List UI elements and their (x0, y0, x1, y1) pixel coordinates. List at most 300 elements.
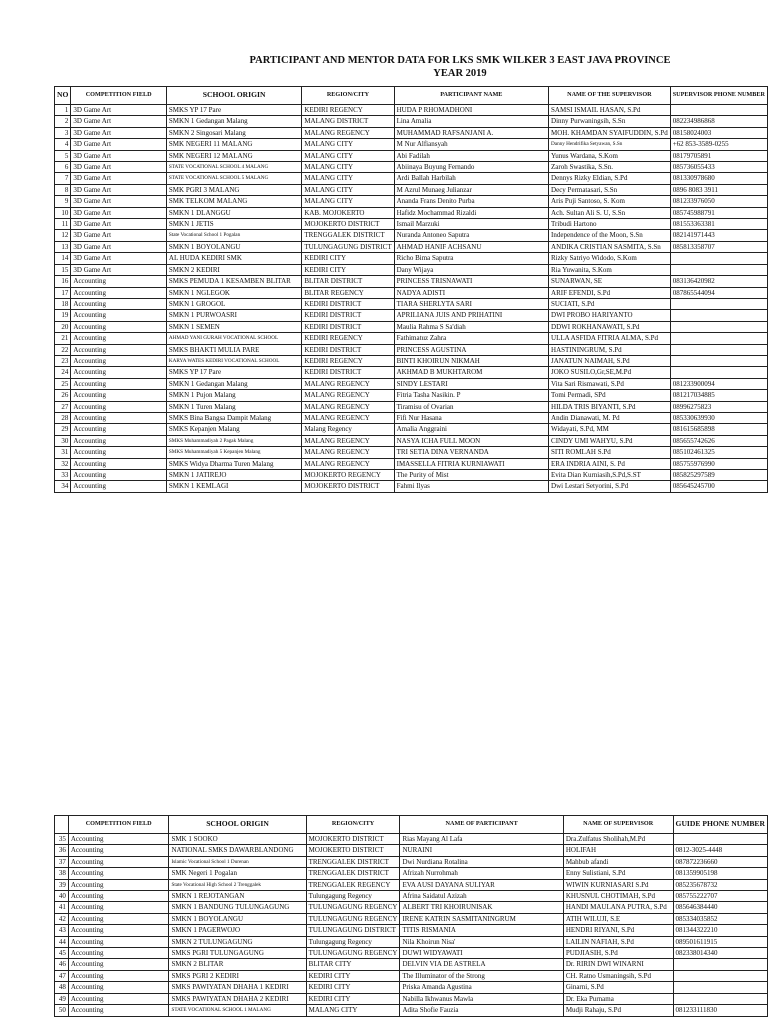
cell-region-city: KEDIRI DISTRICT (302, 310, 394, 321)
cell-region-city: BLITAR CITY (306, 959, 400, 970)
cell-no: 2 (55, 116, 71, 127)
participants-table-2 (54, 815, 768, 1017)
cell-no: 23 (55, 355, 71, 366)
header-school-origin: SCHOOL ORIGIN (169, 816, 306, 834)
cell-school-origin: SMK TELKOM MALANG (166, 196, 301, 207)
cell-competition-field: Accounting (71, 355, 167, 366)
title-line-1: PARTICIPANT AND MENTOR DATA FOR LKS SMK WILKER 3 EAST JAVA PROVINCE (249, 55, 671, 66)
cell-phone (670, 367, 767, 378)
cell-no: 18 (55, 298, 71, 309)
table-row (55, 879, 768, 890)
cell-phone: 085334035852 (673, 913, 767, 924)
table-row (55, 321, 768, 332)
cell-competition-field: Accounting (71, 424, 167, 435)
cell-participant-name: NADYA ADISTI (394, 287, 548, 298)
cell-phone (673, 982, 767, 993)
cell-no: 15 (55, 264, 71, 275)
cell-region-city: MOJOKERTO DISTRICT (306, 834, 400, 845)
cell-participant-name: The Illuminator of the Strong (400, 970, 563, 981)
cell-no: 28 (55, 412, 71, 423)
cell-phone: 085755222707 (673, 891, 767, 902)
header-supervisor-name: NAME OF SUPERVISOR (563, 816, 673, 834)
table-row (55, 412, 768, 423)
cell-participant-name: MUHAMMAD RAFSANJANI A. (394, 127, 548, 138)
cell-school-origin: SMKN 1 SEMEN (166, 321, 301, 332)
cell-phone: 089501611915 (673, 936, 767, 947)
cell-region-city: MALANG REGENCY (302, 378, 394, 389)
cell-school-origin: SMK NEGERI 11 MALANG (166, 139, 301, 150)
cell-participant-name: Hafidz Mochammad Rizaldi (394, 207, 548, 218)
cell-participant-name: Afrina Saidatul Azizah (400, 891, 563, 902)
cell-supervisor-name: LAILIN NAFIAH, S.Pd (563, 936, 673, 947)
cell-supervisor-name: Widayati, S.Pd, MM (549, 424, 671, 435)
cell-no: 32 (55, 458, 71, 469)
cell-school-origin: SMK NEGERI 12 MALANG (166, 150, 301, 161)
table-row (55, 196, 768, 207)
cell-region-city: KEDIRI CITY (306, 993, 400, 1004)
cell-region-city: KEDIRI REGENCY (302, 333, 394, 344)
cell-supervisor-name: Ginarni, S.Pd (563, 982, 673, 993)
cell-participant-name: Dwi Nurdiana Rotalina (400, 856, 563, 867)
cell-participant-name: Fifi Nur Hasana (394, 412, 548, 423)
table-row (55, 162, 768, 173)
cell-participant-name: Abi Fadilah (394, 150, 548, 161)
header-competition-field: COMPETITION FIELD (68, 816, 169, 834)
cell-region-city: KEDIRI CITY (306, 970, 400, 981)
cell-school-origin: Islamic Vocational School 1 Durenan (169, 856, 306, 867)
cell-school-origin: AL HUDA KEDIRI SMK (166, 253, 301, 264)
table-row (55, 287, 768, 298)
cell-no: 31 (55, 447, 71, 458)
cell-supervisor-name: SUNARWAN, SE (549, 276, 671, 287)
cell-phone: 085646384440 (673, 902, 767, 913)
cell-supervisor-name: Dra.Zulfatus Sholihah,M.Pd (563, 834, 673, 845)
table-row (55, 470, 768, 481)
cell-competition-field: Accounting (68, 834, 169, 845)
cell-phone (673, 993, 767, 1004)
cell-participant-name: M Azrul Munaeg Julianzar (394, 184, 548, 195)
cell-competition-field: 3D Game Art (71, 184, 167, 195)
header-participant-name: PARTICIPANT NAME (394, 87, 548, 105)
cell-phone: 0896 8083 3911 (670, 184, 767, 195)
table-row (55, 959, 768, 970)
cell-no: 48 (55, 982, 69, 993)
cell-phone: 085330639930 (670, 412, 767, 423)
cell-phone: 081359905198 (673, 868, 767, 879)
cell-competition-field: Accounting (71, 390, 167, 401)
cell-school-origin: SMKN 1 BOYOLANGU (169, 913, 306, 924)
table-row (55, 458, 768, 469)
cell-competition-field: Accounting (71, 470, 167, 481)
cell-school-origin: SMKS PGRI TULUNGAGUNG (169, 948, 306, 959)
cell-phone: 085745988791 (670, 207, 767, 218)
cell-school-origin: NATIONAL SMKS DAWARBLANDONG (169, 845, 306, 856)
cell-participant-name: TIARA SHERLYTA SARI (394, 298, 548, 309)
cell-supervisor-name: Independence of the Moon, S.Sn (549, 230, 671, 241)
cell-competition-field: Accounting (71, 458, 167, 469)
cell-phone (670, 253, 767, 264)
cell-no: 24 (55, 367, 71, 378)
cell-participant-name: Ismail Marzuki (394, 219, 548, 230)
cell-participant-name: AHMAD HANIF ACHSANU (394, 241, 548, 252)
cell-participant-name: Abiinaya Buyung Fernando (394, 162, 548, 173)
cell-region-city: TRENGGALEK DISTRICT (302, 230, 394, 241)
cell-school-origin: SMKN 1 BANDUNG TULUNGAGUNG (169, 902, 306, 913)
cell-region-city: MALANG REGENCY (302, 412, 394, 423)
cell-phone: +62 853-3589-0255 (670, 139, 767, 150)
cell-supervisor-name: Evita Dian Kurniasih,S.Pd,S.ST (549, 470, 671, 481)
cell-competition-field: Accounting (68, 913, 169, 924)
cell-phone: 085825297589 (670, 470, 767, 481)
cell-participant-name: IRENE KATRIN SASMITANINGRUM (400, 913, 563, 924)
cell-no: 22 (55, 344, 71, 355)
table-row (55, 276, 768, 287)
cell-phone: 081615685898 (670, 424, 767, 435)
cell-participant-name: Rias Mayang Al Lafa (400, 834, 563, 845)
cell-region-city: MALANG CITY (302, 196, 394, 207)
cell-phone (670, 310, 767, 321)
cell-phone: 081330978680 (670, 173, 767, 184)
cell-phone: 085736055433 (670, 162, 767, 173)
cell-phone: 085102461325 (670, 447, 767, 458)
table-row (55, 390, 768, 401)
cell-no: 25 (55, 378, 71, 389)
cell-participant-name: Lina Amalia (394, 116, 548, 127)
cell-supervisor-name: ERA INDRIA AINI, S. Pd (549, 458, 671, 469)
table-row (55, 868, 768, 879)
table-row (55, 310, 768, 321)
document-title (230, 54, 690, 80)
cell-supervisor-name: SITI ROMLAH S.Pd (549, 447, 671, 458)
cell-competition-field: Accounting (71, 333, 167, 344)
cell-supervisor-name: ATIH WILUJI, S.E (563, 913, 673, 924)
cell-supervisor-name: JANATUN NAIMAH, S.Pd (549, 355, 671, 366)
table-row (55, 355, 768, 366)
cell-school-origin: SMKN 1 DLANGGU (166, 207, 301, 218)
header-region-city: REGION/CITY (302, 87, 394, 105)
cell-school-origin: SMKN 1 Turen Malang (166, 401, 301, 412)
cell-region-city: TULUNGAGUNG REGENCY (306, 948, 400, 959)
cell-participant-name: Priska Amanda Agustina (400, 982, 563, 993)
cell-school-origin: SMKN 1 Gedangan Malang (166, 378, 301, 389)
cell-participant-name: Amalia Anggraini (394, 424, 548, 435)
cell-school-origin: SMKS PAWIYATAN DHAHA 1 KEDIRI (169, 982, 306, 993)
cell-participant-name: DELVIN VIA DE ASTRELA (400, 959, 563, 970)
cell-competition-field: Accounting (68, 936, 169, 947)
table-row (55, 902, 768, 913)
table-row (55, 105, 768, 116)
cell-supervisor-name: Rizky Satriyo Widodo, S.Kom (549, 253, 671, 264)
cell-region-city: Tulungagung Regency (306, 891, 400, 902)
cell-school-origin: SMK Negeri 1 Pogalan (169, 868, 306, 879)
cell-region-city: MALANG REGENCY (302, 401, 394, 412)
cell-no: 42 (55, 913, 69, 924)
cell-no: 14 (55, 253, 71, 264)
cell-no: 1 (55, 105, 71, 116)
cell-participant-name: DUWI WIDYAWATI (400, 948, 563, 959)
cell-school-origin: SMKN 1 Pujon Malang (166, 390, 301, 401)
cell-no: 43 (55, 925, 69, 936)
cell-competition-field: 3D Game Art (71, 116, 167, 127)
cell-region-city: MOJOKERTO DISTRICT (302, 481, 394, 492)
cell-competition-field: Accounting (68, 925, 169, 936)
table-row (55, 970, 768, 981)
cell-no: 3 (55, 127, 71, 138)
cell-region-city: MOJOKERTO DISTRICT (306, 845, 400, 856)
cell-competition-field: Accounting (71, 481, 167, 492)
cell-phone: 081217034885 (670, 390, 767, 401)
cell-no: 4 (55, 139, 71, 150)
cell-participant-name: Dany Wijaya (394, 264, 548, 275)
cell-school-origin: KARYA WATES KEDIRI VOCATIONAL SCHOOL (166, 355, 301, 366)
table-row (55, 993, 768, 1004)
header-participant-name: NAME OF PARTICIPANT (400, 816, 563, 834)
cell-competition-field: Accounting (68, 982, 169, 993)
cell-participant-name: APRILIANA JUIS AND PRIHATINI (394, 310, 548, 321)
cell-phone: 085655742626 (670, 435, 767, 446)
cell-region-city: KEDIRI REGENCY (302, 105, 394, 116)
cell-no: 50 (55, 1005, 69, 1016)
cell-no: 21 (55, 333, 71, 344)
cell-no: 11 (55, 219, 71, 230)
cell-competition-field: Accounting (68, 891, 169, 902)
cell-competition-field: 3D Game Art (71, 162, 167, 173)
cell-competition-field: Accounting (68, 948, 169, 959)
cell-participant-name: SINDY LESTARI (394, 378, 548, 389)
cell-competition-field: 3D Game Art (71, 207, 167, 218)
cell-no: 44 (55, 936, 69, 947)
cell-competition-field: 3D Game Art (71, 105, 167, 116)
cell-no: 34 (55, 481, 71, 492)
cell-school-origin: SMKS PGRI 2 KEDIRI (169, 970, 306, 981)
cell-competition-field: Accounting (68, 970, 169, 981)
cell-participant-name: NURAINI (400, 845, 563, 856)
cell-school-origin: SMKS YP 17 Pare (166, 367, 301, 378)
table-row (55, 378, 768, 389)
cell-region-city: MOJOKERTO DISTRICT (302, 219, 394, 230)
cell-supervisor-name: ULLA ASFIDA FITRIA ALMA, S.Pd (549, 333, 671, 344)
cell-phone (670, 321, 767, 332)
cell-phone: 081344322210 (673, 925, 767, 936)
cell-no: 27 (55, 401, 71, 412)
cell-participant-name: Afrizah Nurrohmah (400, 868, 563, 879)
table-row (55, 344, 768, 355)
cell-region-city: MALANG CITY (306, 1005, 400, 1016)
header-region-city: REGION/CITY (306, 816, 400, 834)
cell-participant-name: Ananda Frans Denito Purba (394, 196, 548, 207)
table-header-row (55, 816, 768, 834)
cell-supervisor-name: HANDI MAULANA PUTRA, S.Pd (563, 902, 673, 913)
header-supervisor-phone: SUPERVISOR PHONE NUMBER (670, 87, 767, 105)
cell-no: 46 (55, 959, 69, 970)
cell-competition-field: 3D Game Art (71, 253, 167, 264)
cell-supervisor-name: HOLIFAH (563, 845, 673, 856)
cell-supervisor-name: SAMSI ISMAIL HASAN, S.Pd (549, 105, 671, 116)
cell-school-origin: STATE VOCATIONAL SCHOOL 5 MALANG (166, 173, 301, 184)
cell-school-origin: SMKN 2 BLITAR (169, 959, 306, 970)
cell-school-origin: SMKN 1 GROGOL (166, 298, 301, 309)
cell-competition-field: Accounting (71, 310, 167, 321)
table-row (55, 481, 768, 492)
cell-region-city: MALANG CITY (302, 162, 394, 173)
cell-phone (670, 264, 767, 275)
cell-supervisor-name: Ria Yuwanita, S.Kom (549, 264, 671, 275)
cell-region-city: TULUNGAGUNG REGENCY (306, 902, 400, 913)
cell-competition-field: Accounting (71, 378, 167, 389)
cell-supervisor-name: JOKO SUSILO,Gr,SE,M.Pd (549, 367, 671, 378)
cell-phone: 081233976050 (670, 196, 767, 207)
cell-competition-field: 3D Game Art (71, 173, 167, 184)
table-row (55, 219, 768, 230)
table-row (55, 447, 768, 458)
cell-supervisor-name: Dr. RIRIN DWI WINARNI (563, 959, 673, 970)
cell-participant-name: NASYA ICHA FULL MOON (394, 435, 548, 446)
cell-phone: 083136420982 (670, 276, 767, 287)
table-row (55, 367, 768, 378)
cell-competition-field: 3D Game Art (71, 196, 167, 207)
cell-phone: 08996275823 (670, 401, 767, 412)
cell-school-origin: SMKN 1 REJOTANGAN (169, 891, 306, 902)
cell-school-origin: SMKN 1 NGLEGOK (166, 287, 301, 298)
cell-supervisor-name: Mahbub afandi (563, 856, 673, 867)
cell-competition-field: Accounting (68, 1005, 169, 1016)
table-row (55, 1005, 768, 1016)
cell-no: 30 (55, 435, 71, 446)
cell-competition-field: Accounting (71, 276, 167, 287)
cell-participant-name: Tiramisu of Ovarian (394, 401, 548, 412)
cell-participant-name: HUDA P RHOMADHONI (394, 105, 548, 116)
cell-participant-name: AKHMAD B MUKHTAROM (394, 367, 548, 378)
cell-supervisor-name: Zaroh Swastika, S.Sn. (549, 162, 671, 173)
table-row (55, 424, 768, 435)
cell-phone: 082234986868 (670, 116, 767, 127)
cell-no: 16 (55, 276, 71, 287)
cell-school-origin: SMK PGRI 3 MALANG (166, 184, 301, 195)
cell-competition-field: Accounting (71, 287, 167, 298)
table-row (55, 184, 768, 195)
cell-phone (670, 344, 767, 355)
table-row (55, 173, 768, 184)
cell-region-city: KEDIRI DISTRICT (302, 321, 394, 332)
cell-region-city: KEDIRI REGENCY (302, 355, 394, 366)
cell-competition-field: Accounting (68, 902, 169, 913)
cell-school-origin: SMKN 1 Gedangan Malang (166, 116, 301, 127)
table-row (55, 925, 768, 936)
cell-competition-field: Accounting (71, 401, 167, 412)
cell-supervisor-name: Dennys Rizky Eldian, S.Pd (549, 173, 671, 184)
cell-no: 17 (55, 287, 71, 298)
cell-participant-name: BINTI KHOIRUN NIKMAH (394, 355, 548, 366)
cell-region-city: MOJOKERTO REGENCY (302, 470, 394, 481)
cell-school-origin: SMKN 1 KEMLAGI (166, 481, 301, 492)
cell-school-origin: SMKN 1 PAGERWOJO (169, 925, 306, 936)
cell-phone: 0812-3025-4448 (673, 845, 767, 856)
table-row (55, 207, 768, 218)
cell-region-city: MALANG REGENCY (302, 447, 394, 458)
cell-competition-field: Accounting (71, 298, 167, 309)
cell-supervisor-name: Tribudi Hartono (549, 219, 671, 230)
cell-supervisor-name: Tomi Permadi, SPd (549, 390, 671, 401)
cell-region-city: Malang Regency (302, 424, 394, 435)
table-row (55, 253, 768, 264)
table-row (55, 913, 768, 924)
cell-participant-name: M Nur Alfiansyah (394, 139, 548, 150)
header-no: NO (55, 87, 71, 105)
cell-no: 13 (55, 241, 71, 252)
cell-region-city: MALANG REGENCY (302, 127, 394, 138)
cell-school-origin: SMKN 1 BOYOLANGU (166, 241, 301, 252)
cell-competition-field: Accounting (68, 845, 169, 856)
header-school-origin: SCHOOL ORIGIN (166, 87, 301, 105)
table-row (55, 401, 768, 412)
table-row (55, 139, 768, 150)
table-row (55, 948, 768, 959)
participants-table-1 (54, 86, 768, 493)
cell-no: 9 (55, 196, 71, 207)
cell-phone: 085813358707 (670, 241, 767, 252)
table-header-row (55, 87, 768, 105)
cell-phone: 081553363381 (670, 219, 767, 230)
table-row (55, 264, 768, 275)
cell-school-origin: SMKN 2 TULUNGAGUNG (169, 936, 306, 947)
cell-competition-field: Accounting (71, 435, 167, 446)
cell-region-city: KEDIRI DISTRICT (302, 298, 394, 309)
cell-no: 20 (55, 321, 71, 332)
cell-supervisor-name: DDWI ROKHANAWATI, S.Pd (549, 321, 671, 332)
cell-school-origin: SMKS YP 17 Pare (166, 105, 301, 116)
cell-phone (670, 355, 767, 366)
cell-phone (673, 959, 767, 970)
cell-phone: 085235678732 (673, 879, 767, 890)
cell-school-origin: SMKS BHAKTI MULIA PARE (166, 344, 301, 355)
cell-region-city: TULUNGAGUNG DISTRICT (302, 241, 394, 252)
cell-region-city: MALANG CITY (302, 173, 394, 184)
cell-region-city: KEDIRI DISTRICT (302, 344, 394, 355)
cell-phone: 08158024003 (670, 127, 767, 138)
cell-participant-name: The Purity of Mist (394, 470, 548, 481)
cell-region-city: TULUNGAGUNG REGENCY (306, 913, 400, 924)
cell-school-origin: STATE VOCATIONAL SCHOOL 1 MALANG (169, 1005, 306, 1016)
cell-region-city: MALANG REGENCY (302, 435, 394, 446)
cell-no: 7 (55, 173, 71, 184)
cell-supervisor-name: Ach. Sultan Ali S. U, S.Sn (549, 207, 671, 218)
cell-supervisor-name: HILDA TRIS BIYANTI, S.Pd (549, 401, 671, 412)
cell-region-city: KEDIRI CITY (302, 264, 394, 275)
cell-school-origin: State Vocational High School 2 Trenggalek (169, 879, 306, 890)
table-row (55, 435, 768, 446)
cell-region-city: Tulungagung Regency (306, 936, 400, 947)
cell-phone (670, 333, 767, 344)
header-competition-field: COMPETITION FIELD (71, 87, 167, 105)
cell-supervisor-name: ANDIKA CRISTIAN SASMITA, S.Sn (549, 241, 671, 252)
cell-supervisor-name: Mudji Rahaju, S.Pd (563, 1005, 673, 1016)
cell-no: 36 (55, 845, 69, 856)
cell-participant-name: TRI SETIA DINA VERNANDA (394, 447, 548, 458)
cell-supervisor-name: HASTININGRUM, S.Pd (549, 344, 671, 355)
cell-supervisor-name: Dinny Purwaningsih, S.Sn (549, 116, 671, 127)
cell-region-city: MALANG REGENCY (302, 390, 394, 401)
cell-competition-field: Accounting (68, 993, 169, 1004)
cell-school-origin: SMKS Widya Dharma Turen Malang (166, 458, 301, 469)
cell-participant-name: PRINCESS TRISNAWATI (394, 276, 548, 287)
cell-school-origin: AHMAD YANI GURAH VOCATIONAL SCHOOL (166, 333, 301, 344)
cell-competition-field: Accounting (68, 868, 169, 879)
cell-region-city: KEDIRI CITY (302, 253, 394, 264)
cell-participant-name: Fathimatuz Zahra (394, 333, 548, 344)
cell-no: 6 (55, 162, 71, 173)
cell-competition-field: Accounting (71, 447, 167, 458)
cell-school-origin: SMKS Muhammadiyah 5 Kepanjen Malang (166, 447, 301, 458)
